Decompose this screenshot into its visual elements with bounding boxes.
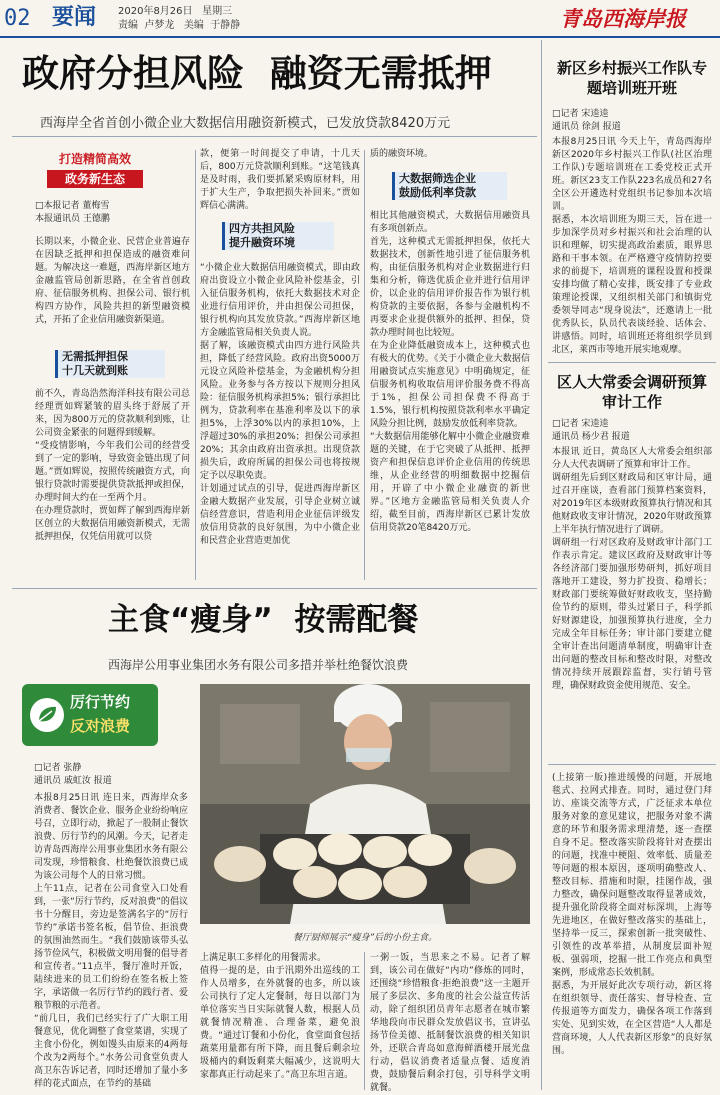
header-editors: 责编 卢梦龙 美编 于静静 <box>118 20 241 31</box>
story1-headline: 政府分担风险 融资无需抵押 <box>22 52 492 95</box>
tag-line2: 政务新生态 <box>47 170 143 188</box>
header-divider <box>0 36 720 38</box>
story1-subhead-rule <box>12 136 537 137</box>
sidebar-story-b-body: 本报讯 近日，黄岛区人大常委会组织部分人大代表调研了预算和审计工作。 调研组先后到区财政局和区审计局，通过召开座谈，查看部门预算档案资料，对2019年区本级财政预算执行情况和其他财政收支审计情况，2020年财政预算上半年执行情况进行了调研。 调研组一行对区政府及财政审计部门工作表示肯定。建议区政府及财政审计等各经济部门要加强形势研判，抓好项目落地开工建设，努力扩投资、稳增长；财政部门要统筹做好财政收支，坚持勤俭节约的原则，带头过紧日子，科学抓好财源建设，加强预算执行进度，全力完成全年目标任务；审计部门要建立健全审计查出问题清单制度，明确审计查出问题的整改目标和整改时限，对整改情况持续开展跟踪监督，实行销号管理，确保财政资金使用规范、安全。 <box>552 447 712 691</box>
story2-photo <box>200 684 530 924</box>
credit-reporter: □记者 张静 <box>34 763 82 773</box>
story1-section-1: 无需抵押担保 十几天就到账 <box>55 350 165 378</box>
badge-line1: 厉行节约 <box>70 693 131 711</box>
tag-line1: 打造精简高效 <box>58 152 131 166</box>
story2-col1-text: 本报8月25日讯 连日来，西海岸众多消费者、餐饮企业、服务企业纷纷响应号召，立即行动，掀起了一股制止餐饮浪费、厉行节约的风潮。今天，记者走访青岛西海岸公用事业集团水务有限公司发现，珍惜粮食、杜绝餐饮浪费已成为该公司每个人的日常习惯。 上午11点，记者在公司食堂入口处看到，一张“厉行节约，反对浪费”的倡议书十分醒目，旁边是签满名字的“厉行节约”承诺书签名板，倡节俭、拒浪费的氛围油然而生。“我们鼓励该带头弘扬节俭风气，积极做文明用餐的倡导者和宣传者。”11点半，餐厅准时开饭，陆续进来的员工们纷纷在签名板上签字，承诺做一名厉行节约的践行者、爱粮节粮的示范者。 “前几日，我们已经实行了广大职工用餐意见，优化调整了食堂菜谱，实现了主食小份化，例如馒头由原来的4两每个改为2两每个。”水务公司食堂负责人高卫东告诉记者，同时还增加了量小多样的花式面点，在节约的基础 <box>34 793 188 1089</box>
story2-credit <box>34 762 174 788</box>
story1-section-3: 大数据筛选企业 鼓励低利率贷款 <box>392 172 507 200</box>
story1-subhead: 西海岸全省首创小微企业大数据信用融资新模式，已发放贷款8420万元 <box>40 116 451 131</box>
story1-tag <box>30 152 160 192</box>
credit-reporter: □记者 宋逵逵 <box>552 419 609 429</box>
story1-col1-para2: 前不久，青岛浩然海洋科技有限公司总经理贾如辉紧皱的眉头终于舒展了开来，因为800万元的贷款顺利到账，让公司资金紧张的问题得到缓解。 “受疫情影响，今年我们公司的经营受到了一定的影响，导致资金链出现了问题。”贾如辉说，按照传统融资方式，向银行贷款时需要提供贷款抵押或担保，办理时间大约在一至两个月。 在办理贷款时，贾如辉了解到西海岸新区创立的大数据信用融资新模式，无需抵押担保，仅凭信用就可以贷 <box>35 389 190 542</box>
sidebar-rule <box>548 764 716 765</box>
story1-section-2: 四方共担风险 提升融资环境 <box>222 222 334 250</box>
section-name: 要闻 <box>52 5 97 30</box>
sidebar-story-a-credit <box>552 108 712 134</box>
header-date: 2020年8月26日 星期三 <box>118 6 233 17</box>
story2-badge <box>22 684 158 746</box>
page-number: 02 <box>4 6 31 31</box>
story-divider <box>12 588 537 589</box>
story1-col2-para2: “小微企业大数据信用融资模式，即由政府出资设立小微企业风险补偿基金，引入征信服务机构，依托大数据技术对企业进行信用评价，并由担保公司担保，银行机构向其发放贷款。”西海岸新区地方金融监管局相关负责人说。 据了解，该融资模式由四方进行风险共担，降低了经营风险。政府出资5000万元设立风险补偿基金，为金融机构分担风险。业务参与各方按以下规则分担风险：征信服务机构承担5%；银行承担比例为，贷款利率在基准利率及以下的承担5%，上浮30%以内的承担10%，上浮超过30%的承担20%；担保公司承担20%；其余由政府出资承担。出现贷款损失后，政府所属的担保公司也将按规定予以尽职免责。 计划通过试点的引导，促进西海岸新区金融大数据产业发展，引导企业树立诚信经营意识，营造利用企业征信评级发放信用贷款的良好氛围，为中小微企业和民营企业营造更加优 <box>200 263 360 546</box>
story1-col1-para1: 长期以来，小微企业、民营企业普遍存在因缺乏抵押和担保造成的融资难问题。为解决这一难题，西海岸新区地方金融监管局创新思路，在全省首创政府、征信服务机构、担保公司、银行机构四方协作，风险共担的新型融资模式，开拓了企业信用融资新渠道。 <box>35 237 190 325</box>
sidebar-story-c-body: (上接第一版)推进缓慢的问题，开展地毯式、拉网式排查。同时，通过登门拜访、座谈交流等方式，广泛征求本单位服务对象的意见建议，把服务对象不满意的环节和服务需求理清楚，逐一查摆自身不足。整改落实阶段将针对查摆出的问题，找准中梗阻、效率低、质量差等问题的根本原因，逐项明确整改人、整改目标、措施和时限，挂图作战，强力整改，确保问题整改取得显著成效，提升强化阶段将全面对标深圳，上海等先进地区，在做好整改落实的基础上，坚持举一反三，探索创新一批突破性、引领性的改革举措，从制度层面补短板、强弱项，挖掘一批工作亮点和典型案例，形成常态长效机制。 据悉，为开展好此次专项行动，新区将在组织领导、责任落实、督导检查、宣传报道等方面发力，确保各项工作落到实处、见到实效，在全区营造“人人都是营商环境，人人代表新区形象”的良好氛围。 <box>552 773 712 1056</box>
sidebar-story-b-headline: 区人大常委会调研预算审计工作 <box>556 373 707 411</box>
story2-headline: 主食“瘦身” 按需配餐 <box>108 602 419 638</box>
story1-col2-para1: 款，便第一时间提交了申请，十几天后，800万元贷款顺利到账。“这笔钱真是及时雨，我们要抓紧采购原材料，用于扩大生产，争取把损失补回来。”贾如辉信心满满。 <box>200 149 360 211</box>
masthead-logo: 青岛西海岸报 <box>560 6 686 31</box>
story1-col3-para2: 相比其他融资模式，大数据信用融资具有多项创新点。 首先，这种模式无需抵押担保，依托大数据技术，创新性地引进了征信服务机构，由征信服务机构对企业数据进行归集和分析，筛选优质企业并进行信用评价，以企业的信用评价报告作为银行机构贷款的主要依据，各参与金融机构不再要求企业提供额外的抵押、担保，贷款办理时间也比较短。 在为企业降低融资成本上，这种模式也有极大的优势。《关于小微企业大数据信用融资试点实施意见》中明确规定，征信服务机构收取信用评价服务费不得高于1%，担保公司担保费不得高于1.5%，银行机构按照贷款利率水平确定风险分担比例，鼓励发放低利率贷款。 “大数据信用能够化解中小微企业融资难题的关键，在于它突破了从抵押、抵押资产和担保信息评价企业信用的传统思维，从企业经营的明细数据中挖掘信用，开辟了中小微企业融资的新世界。”区地方金融监管局相关负责人介绍，截至目前，西海岸新区已累计发放信用贷款20笔8420万元。 <box>370 211 530 533</box>
sidebar-divider <box>541 40 542 1090</box>
credit-correspondent: 通讯员 戚虹汝 报道 <box>34 776 112 786</box>
story2-subhead: 西海岸公用事业集团水务有限公司多措并举杜绝餐饮浪费 <box>108 658 409 672</box>
story2-col2-text: 上满足职工多样化的用餐需求。 值得一提的是，由于汛期外出巡线的工作人员增多，在外就餐的也多，所以该公司执行了定人定餐制，每日以部门为单位落实当日实际就餐人数，根据人员就餐情况精准、合理备菜，避免浪费。“通过订餐和小份化，食堂面食包括蔬菜用量都有所下降，而且餐后剩余垃圾桶内的剩饭剩菜大幅减少，这说明大家都真正行动起来了。”高卫东坦言道。 <box>200 953 360 1080</box>
leaf-icon <box>30 698 64 732</box>
col-divider <box>364 952 365 1090</box>
credit-correspondent: 通讯员 徐剑 报道 <box>552 122 621 132</box>
col-divider <box>364 150 365 580</box>
credit-reporter: □本报记者 董梅雪 <box>35 201 110 211</box>
credit-reporter: □记者 宋逵逵 <box>552 109 609 119</box>
story1-credit <box>35 200 175 226</box>
credit-correspondent: 通讯员 杨少君 报道 <box>552 432 630 442</box>
credit-correspondent: 本报通讯员 王德鹏 <box>35 214 110 224</box>
sidebar-story-b-credit <box>552 418 712 444</box>
col-divider <box>195 150 196 580</box>
story1-col3-para1: 质的融资环境。 <box>370 149 434 159</box>
story2-col3-text: 一粥一饭，当思来之不易。记者了解到，该公司在做好“内功”修炼的同时，还围绕“珍惜粮食·拒绝浪费”这一主题开展了多层次、多角度的社会公益宣传活动，除了组织团员青年志愿者在城市繁华地段向市民群众发放倡议书，宣讲弘扬节俭美德、抵制餐饮浪费的相关知识外，还联合青岛如意海鲜酒楼开展光盘行动，倡议消费者适量点餐、适度消费，鼓励餐后剩余打包，引导科学文明就餐。 <box>370 953 530 1092</box>
sidebar-story-a-headline: 新区乡村振兴工作队专题培训班开班 <box>556 59 707 97</box>
page-header <box>0 0 720 38</box>
sidebar-story-a-body: 本报8月25日讯 今天上午，青岛西海岸新区2020年乡村振兴工作队(社区治理工作队)专题培训班在工委党校正式开班。新区23支工作队223名成员和27名全区公开遴选村党组织书记参加本次培训。 据悉，本次培训班为期三天，旨在进一步加深学员对乡村振兴和社会治理的认识和理解，切实提高政治素质，眼界思路和干事本领。在严格遵守疫情防控要求的前提下，培训班的课程设置和授课安排均做了精心安排，既安排了专业政策理论授课，又组织相关部门和镇街党委领导同志“现身说法”，还邀请上一批优秀队长，队员代表谈经验、话体会、讲感悟。同时，培训班还将组织学员到北区，莱西市等地开展实地观摩。 <box>552 137 712 355</box>
badge-line2: 反对浪费 <box>70 717 131 735</box>
photo-caption: 餐厅厨师展示“瘦身”后的小份主食。 <box>292 933 438 943</box>
sidebar-rule <box>548 362 716 363</box>
